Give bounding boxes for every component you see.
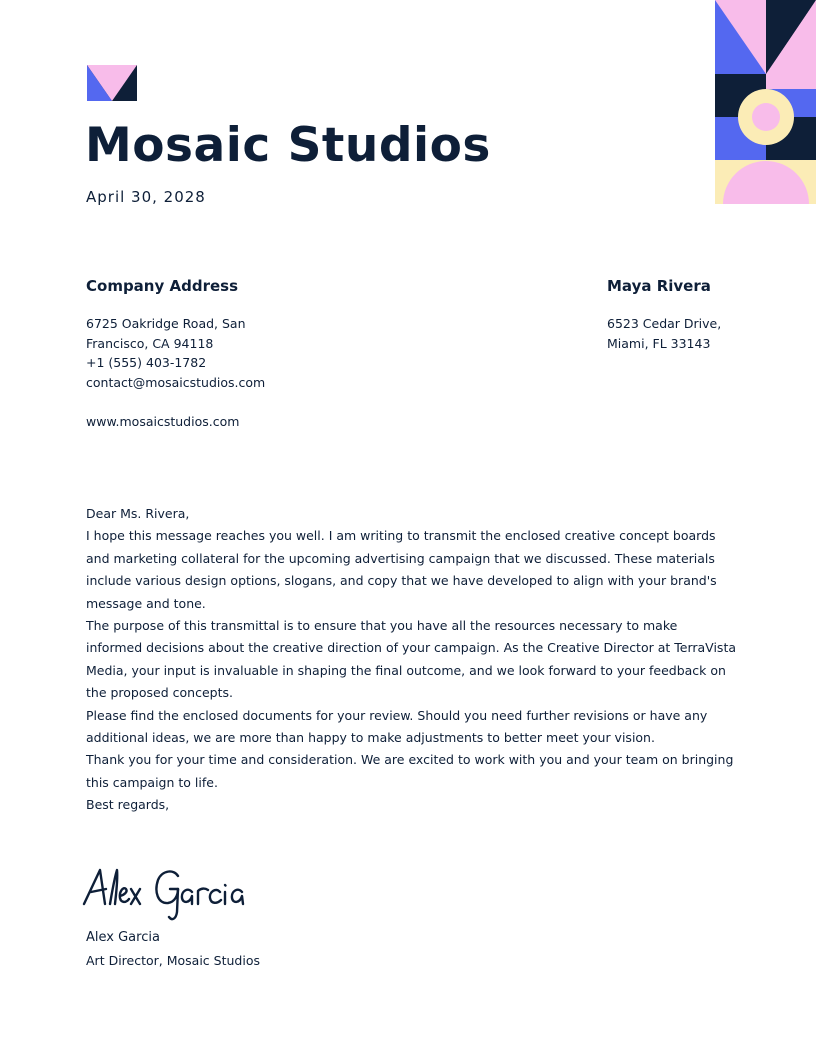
signer-name: Alex Garcia — [86, 930, 160, 945]
signer-title: Art Director, Mosaic Studios — [86, 953, 260, 968]
body-paragraph-4: Thank you for your time and consideration. We are excited to work with you and your team on bringing this campaign to life. — [86, 752, 734, 790]
salutation: Dear Ms. Rivera, — [86, 506, 190, 521]
mosaic-logo-icon — [87, 65, 137, 101]
company-address-line-1: 6725 Oakridge Road, San — [86, 316, 246, 331]
recipient-address-line-2: Miami, FL 33143 — [607, 335, 711, 351]
company-phone: +1 (555) 403-1782 — [86, 355, 207, 370]
body-paragraph-1: I hope this message reaches you well. I am writing to transmit the enclosed creative concept boards and marketing collateral for the upcoming advertising campaign that we discussed. These materials include various design options, slogans, and copy that we have developed to align with your brand's message and tone. — [86, 528, 717, 611]
company-email: contact@mosaicstudios.com — [86, 374, 266, 390]
recipient-name-heading: Maya Rivera — [607, 277, 711, 295]
recipient-address-block — [607, 314, 757, 353]
recipient-address-line-1: 6523 Cedar Drive, — [607, 316, 722, 331]
letter-body — [86, 503, 736, 817]
company-website: www.mosaicstudios.com — [86, 414, 240, 429]
company-address-block — [86, 314, 286, 392]
body-paragraph-3: Please find the enclosed documents for your review. Should you need further revisions or have any additional ideas, we are more than happy to make adjustments to better meet your vision. — [86, 707, 708, 746]
body-paragraph-2: The purpose of this transmittal is to ensure that you have all the resources necessary to make informed decisions about the creative direction of your campaign. As the Creative Director at TerraVista Media, your input is invaluable in shaping the final outcome, and we look forward to your feedback on the proposed concepts. — [86, 618, 736, 701]
company-address-line-2: Francisco, CA 94118 — [86, 335, 214, 351]
company-address-heading: Company Address — [86, 277, 238, 295]
geometric-mosaic-pattern-icon — [715, 0, 816, 204]
handwritten-signature — [82, 862, 252, 924]
closing: Best regards, — [86, 797, 170, 813]
company-name-title: Mosaic Studios — [85, 118, 491, 173]
letter-date: April 30, 2028 — [86, 188, 206, 206]
